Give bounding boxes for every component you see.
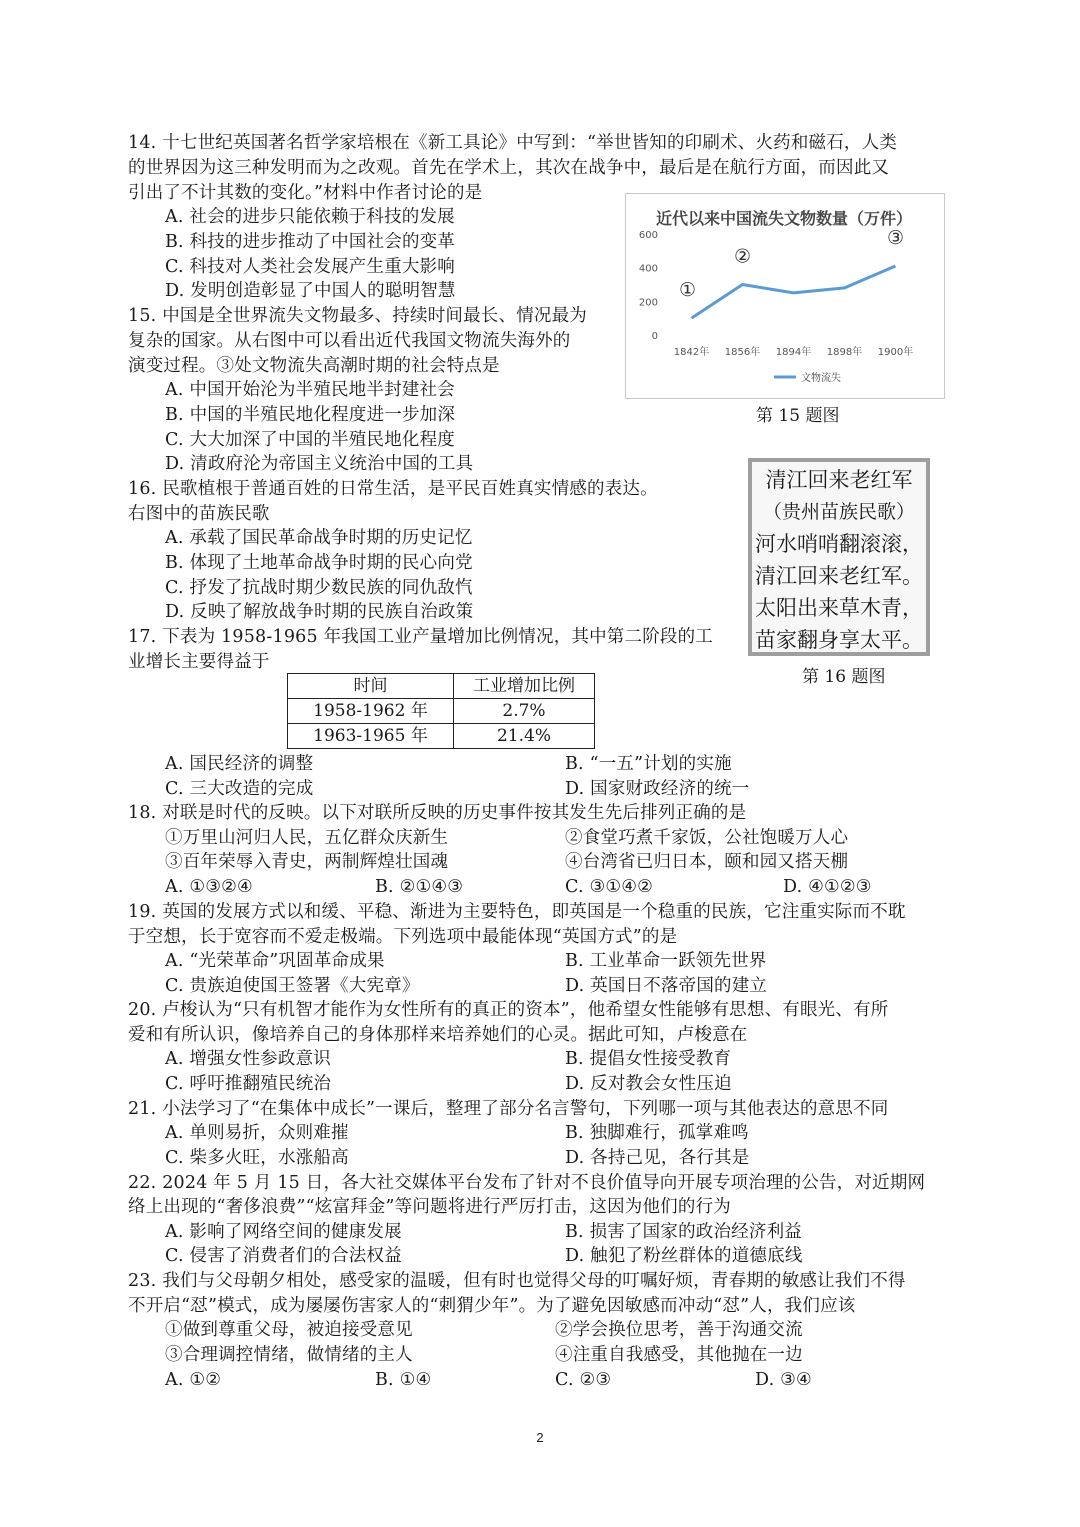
table-cell: 1963-1965 年 xyxy=(288,724,454,749)
page-number: 2 xyxy=(536,1430,544,1445)
chart-title: 近代以来中国流失文物数量（万件） xyxy=(656,209,913,228)
q23-item-2: ②学会换位思考，善于沟通交流 xyxy=(555,1320,803,1340)
q15-option-b: B. 中国的半殖民地化程度进一步加深 xyxy=(165,405,456,425)
line-chart-svg xyxy=(626,194,944,398)
x-tick-label: 1898年 xyxy=(826,347,863,358)
q19-option-a: A. “光荣革命”巩固革命成果 xyxy=(165,951,385,971)
q22-option-d: D. 触犯了粉丝群体的道德底线 xyxy=(565,1246,803,1266)
q15-figure-caption: 第 15 题图 xyxy=(756,406,840,426)
q17-stem-line-2: 业增长主要得益于 xyxy=(128,652,270,672)
q18-item-1: ①万里山河归人民，五亿群众庆新生 xyxy=(165,828,449,848)
q16-poem-box xyxy=(748,458,930,656)
q19-stem-line-2: 于空想，长于宽容而不爱走极端。下列选项中最能体现“英国方式”的是 xyxy=(128,927,678,947)
poem-line-3: 太阳出来草木青， xyxy=(755,596,923,620)
q20-option-d: D. 反对教会女性压迫 xyxy=(565,1074,732,1094)
q23-option-d: D. ③④ xyxy=(755,1370,812,1390)
q15-stem-line-1: 15. 中国是全世界流失文物最多、持续时间最长、情况最为 xyxy=(128,306,587,326)
q21-option-d: D. 各持己见，各行其是 xyxy=(565,1148,750,1168)
q15-option-a: A. 中国开始沦为半殖民地半封建社会 xyxy=(165,380,455,400)
poem-line-1: 河水哨哨翻滚滚， xyxy=(755,532,923,556)
q14-stem-line-1: 14. 十七世纪英国著名哲学家培根在《新工具论》中写到：“举世皆知的印刷术、火药和磁石，人类 xyxy=(128,133,898,153)
q21-stem: 21. 小法学习了“在集体中成长”一课后，整理了部分名言警句，下列哪一项与其他表达的意思不同 xyxy=(128,1099,889,1119)
q17-option-b: B. “一五”计划的实施 xyxy=(565,754,732,774)
q22-option-b: B. 损害了国家的政治经济利益 xyxy=(565,1222,802,1242)
q22-stem-line-2: 络上出现的“奢侈浪费”“炫富拜金”等问题将进行严厉打击，这因为他们的行为 xyxy=(128,1197,731,1217)
poem-subtitle: （贵州苗族民歌） xyxy=(762,501,915,523)
q20-stem-line-1: 20. 卢梭认为“只有机智才能作为女性所有的真正的资本”，他希望女性能够有思想、有眼光、有所 xyxy=(128,1000,889,1020)
table-cell: 1958-1962 年 xyxy=(288,699,454,724)
q19-option-b: B. 工业革命一跃领先世界 xyxy=(565,951,767,971)
q18-option-a: A. ①③②④ xyxy=(165,877,253,897)
y-tick-label: 0 xyxy=(651,331,658,342)
q17-option-a: A. 国民经济的调整 xyxy=(165,754,314,774)
q15-stem-line-3: 演变过程。③处文物流失高潮时期的社会特点是 xyxy=(128,356,500,376)
q23-item-4: ④注重自我感受，其他抛在一边 xyxy=(555,1345,803,1365)
q23-stem-line-2: 不开启“怼”模式，成为屡屡伤害家人的“刺猬少年”。为了避免因敏感而冲动“怼”人，我们应该 xyxy=(128,1296,856,1316)
q16-stem-line-1: 16. 民歌植根于普通百姓的日常生活，是平民百姓真实情感的表达。 xyxy=(128,479,658,499)
q18-item-4: ④台湾省已归日本，颐和园又搭天棚 xyxy=(565,852,849,872)
q14-option-d: D. 发明创造彰显了中国人的聪明智慧 xyxy=(165,281,456,301)
q14-option-c: C. 科技对人类社会发展产生重大影响 xyxy=(165,257,455,277)
q18-option-b: B. ②①④③ xyxy=(375,877,464,897)
series-line xyxy=(692,266,896,318)
q15-chart xyxy=(625,193,945,399)
q14-option-a: A. 社会的进步只能依赖于科技的发展 xyxy=(165,207,455,227)
table-header-row xyxy=(288,674,595,699)
q16-option-a: A. 承载了国民革命战争时期的历史记忆 xyxy=(165,528,473,548)
q18-item-2: ②食堂巧煮千家饭，公社饱暖万人心 xyxy=(565,828,849,848)
q23-item-1: ①做到尊重父母，被迫接受意见 xyxy=(165,1320,413,1340)
x-tick-label: 1856年 xyxy=(724,347,761,358)
table-row xyxy=(288,699,595,724)
q15-option-d: D. 清政府沦为帝国主义统治中国的工具 xyxy=(165,454,474,474)
y-tick-label: 400 xyxy=(638,263,658,275)
q22-option-c: C. 侵害了消费者们的合法权益 xyxy=(165,1246,402,1266)
q16-stem-line-2: 右图中的苗族民歌 xyxy=(128,504,270,524)
q21-option-c: C. 柴多火旺，水涨船高 xyxy=(165,1148,349,1168)
table-header-ratio: 工业增加比例 xyxy=(454,674,595,699)
q19-option-c: C. 贵族迫使国王签署《大宪章》 xyxy=(165,976,420,996)
q19-option-d: D. 英国日不落帝国的建立 xyxy=(565,976,768,996)
q20-option-c: C. 呼吁推翻殖民统治 xyxy=(165,1074,332,1094)
q18-option-c: C. ③①④② xyxy=(565,877,654,897)
x-tick-label: 1894年 xyxy=(775,347,812,358)
poem-line-2: 清江回来老红军。 xyxy=(755,564,923,588)
q21-option-a: A. 单则易折，众则难摧 xyxy=(165,1123,349,1143)
q14-stem-line-2: 的世界因为这三种发明而为之改观。首先在学术上，其次在战争中，最后是在航行方面，而因此又 xyxy=(128,158,890,178)
q17-option-d: D. 国家财政经济的统一 xyxy=(565,779,750,799)
x-tick-label: 1842年 xyxy=(673,347,710,358)
q17-option-c: C. 三大改造的完成 xyxy=(165,779,314,799)
q22-stem-line-1: 22. 2024 年 5 月 15 日，各大社交媒体平台发布了针对不良价值导向开展专项治理的公告，对近期网 xyxy=(128,1173,926,1193)
table-cell: 21.4% xyxy=(454,724,595,749)
q18-stem: 18. 对联是时代的反映。以下对联所反映的历史事件按其发生先后排列正确的是 xyxy=(128,803,747,823)
q20-option-b: B. 提倡女性接受教育 xyxy=(565,1049,732,1069)
q18-item-3: ③百年荣辱入青史，两制辉煌壮国魂 xyxy=(165,852,449,872)
poem-title: 清江回来老红军 xyxy=(765,468,913,492)
y-tick-label: 600 xyxy=(638,230,658,241)
point-annotation: ① xyxy=(678,279,697,302)
q15-option-c: C. 大大加深了中国的半殖民地化程度 xyxy=(165,430,455,450)
point-annotation: ② xyxy=(733,245,752,268)
q22-option-a: A. 影响了网络空间的健康发展 xyxy=(165,1222,402,1242)
point-annotation: ③ xyxy=(886,226,905,249)
q23-item-3: ③合理调控情绪，做情绪的主人 xyxy=(165,1345,413,1365)
q18-option-d: D. ④①②③ xyxy=(783,877,872,897)
q23-option-c: C. ②③ xyxy=(555,1370,612,1390)
q16-option-d: D. 反映了解放战争时期的民族自治政策 xyxy=(165,602,474,622)
q23-option-b: B. ①④ xyxy=(375,1370,432,1390)
poem-line-4: 苗家翻身享太平。 xyxy=(755,628,923,652)
q17-table xyxy=(287,673,595,749)
q17-stem-line-1: 17. 下表为 1958-1965 年我国工业产量增加比例情况，其中第二阶段的工 xyxy=(128,627,714,647)
q16-option-b: B. 体现了土地革命战争时期的民心向党 xyxy=(165,553,473,573)
q14-option-b: B. 科技的进步推动了中国社会的变革 xyxy=(165,232,456,252)
q19-stem-line-1: 19. 英国的发展方式以和缓、平稳、渐进为主要特色，即英国是一个稳重的民族，它注重实际而不耽 xyxy=(128,902,906,922)
table-cell: 2.7% xyxy=(454,699,595,724)
q20-option-a: A. 增强女性参政意识 xyxy=(165,1049,331,1069)
x-tick-label: 1900年 xyxy=(877,347,914,358)
y-tick-label: 200 xyxy=(638,297,658,309)
q23-stem-line-1: 23. 我们与父母朝夕相处，感受家的温暖，但有时也觉得父母的叮嘱好烦，青春期的敏感让我们不得 xyxy=(128,1271,906,1291)
q14-stem-line-3: 引出了不计其数的变化。”材料中作者讨论的是 xyxy=(128,183,483,203)
q23-option-a: A. ①② xyxy=(165,1370,222,1390)
q21-option-b: B. 独脚难行，孤掌难鸣 xyxy=(565,1123,749,1143)
q16-figure-caption: 第 16 题图 xyxy=(802,667,886,687)
legend-label: 文物流失 xyxy=(801,373,841,384)
q16-option-c: C. 抒发了抗战时期少数民族的同仇敌忾 xyxy=(165,578,473,598)
q15-stem-line-2: 复杂的国家。从右图中可以看出近代我国文物流失海外的 xyxy=(128,331,571,351)
q20-stem-line-2: 爱和有所认识，像培养自己的身体那样来培养她们的心灵。据此可知，卢梭意在 xyxy=(128,1025,748,1045)
table-row xyxy=(288,724,595,749)
table-header-time: 时间 xyxy=(288,674,454,699)
